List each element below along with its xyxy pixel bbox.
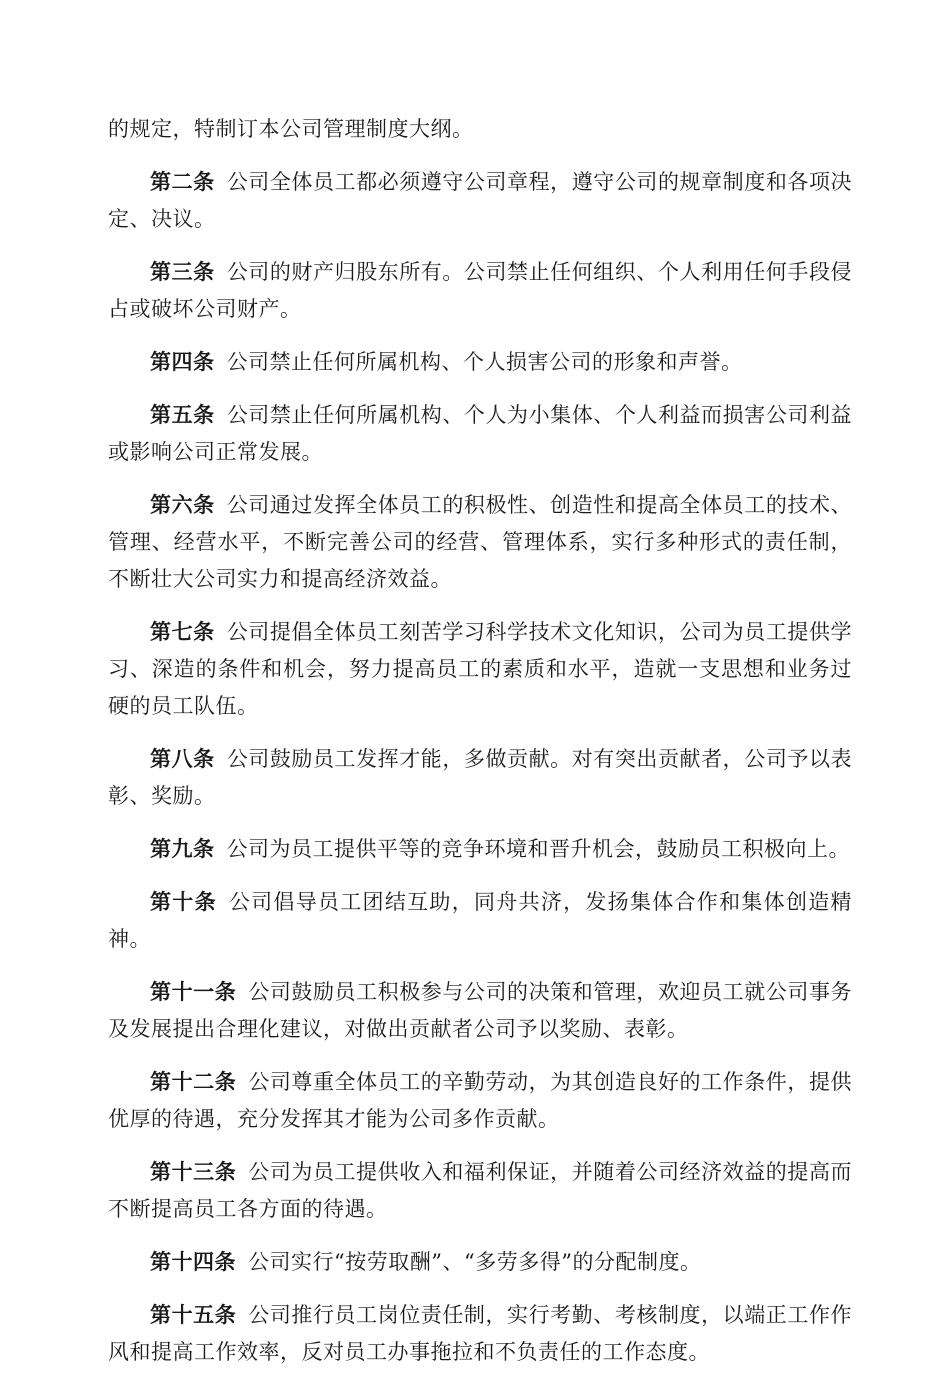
article-text: 公司尊重全体员工的辛勤劳动，为其创造良好的工作条件，提供优厚的待遇，充分发挥其才能为公司多作贡献。 [108, 1070, 853, 1131]
article-number: 第五条 [150, 403, 215, 427]
article-number: 第四条 [150, 350, 215, 374]
article-number: 第九条 [150, 837, 215, 861]
article-paragraph [108, 741, 852, 815]
article-paragraph [108, 344, 852, 381]
article-number: 第十五条 [150, 1303, 237, 1327]
article-paragraph [108, 1064, 852, 1138]
article-text: 公司提倡全体员工刻苦学习科学技术文化知识，公司为员工提供学习、深造的条件和机会，努力提高员工的素质和水平，造就一支思想和业务过硬的员工队伍。 [108, 620, 853, 718]
article-text: 公司的财产归股东所有。公司禁止任何组织、个人利用任何手段侵占或破坏公司财产。 [108, 260, 853, 321]
article-text: 公司实行“按劳取酬”、“多劳多得”的分配制度。 [248, 1250, 702, 1274]
article-text: 公司通过发挥全体员工的积极性、创造性和提高全体员工的技术、管理、经营水平，不断完善公司的经营、管理体系，实行多种形式的责任制，不断壮大公司实力和提高经济效益。 [108, 493, 853, 591]
article-text: 公司禁止任何所属机构、个人损害公司的形象和声誉。 [226, 350, 743, 374]
article-paragraph [108, 884, 852, 958]
article-paragraph [108, 397, 852, 471]
article-number: 第十条 [150, 890, 217, 914]
article-paragraph [108, 1244, 852, 1281]
article-paragraph [108, 164, 852, 238]
article-paragraph [108, 974, 852, 1048]
article-text: 公司鼓励员工积极参与公司的决策和管理，欢迎员工就公司事务及发展提出合理化建议，对做出贡献者公司予以奖励、表彰。 [108, 980, 853, 1041]
article-text: 公司鼓励员工发挥才能，多做贡献。对有突出贡献者，公司予以表彰、奖励。 [108, 747, 853, 808]
article-paragraph [108, 1154, 852, 1228]
article-number: 第八条 [150, 747, 215, 771]
article-text: 公司禁止任何所属机构、个人为小集体、个人利益而损害公司利益或影响公司正常发展。 [108, 403, 853, 464]
article-text: 公司为员工提供平等的竞争环境和晋升机会，鼓励员工积极向上。 [226, 837, 850, 861]
article-paragraph [108, 614, 852, 725]
article-number: 第十三条 [150, 1160, 237, 1184]
opening-line: 的规定，特制订本公司管理制度大纲。 [108, 117, 474, 141]
document-body [108, 111, 852, 1387]
article-number: 第三条 [150, 260, 215, 284]
article-paragraph [108, 487, 852, 598]
article-number: 第六条 [150, 493, 215, 517]
article-text: 公司全体员工都必须遵守公司章程，遵守公司的规章制度和各项决定、决议。 [108, 170, 853, 231]
article-number: 第十一条 [150, 980, 237, 1004]
article-paragraph [108, 254, 852, 328]
article-paragraph [108, 831, 852, 868]
article-number: 第十四条 [150, 1250, 236, 1274]
article-number: 第二条 [150, 170, 215, 194]
article-number: 第七条 [150, 620, 215, 644]
article-text: 公司倡导员工团结互助，同舟共济，发扬集体合作和集体创造精神。 [108, 890, 853, 951]
article-text: 公司为员工提供收入和福利保证，并随着公司经济效益的提高而不断提高员工各方面的待遇。 [108, 1160, 853, 1221]
article-text: 公司推行员工岗位责任制，实行考勤、考核制度，以端正工作作风和提高工作效率，反对员工办事拖拉和不负责任的工作态度。 [108, 1303, 853, 1364]
article-paragraph [108, 1297, 852, 1371]
article-number: 第十二条 [150, 1070, 237, 1094]
